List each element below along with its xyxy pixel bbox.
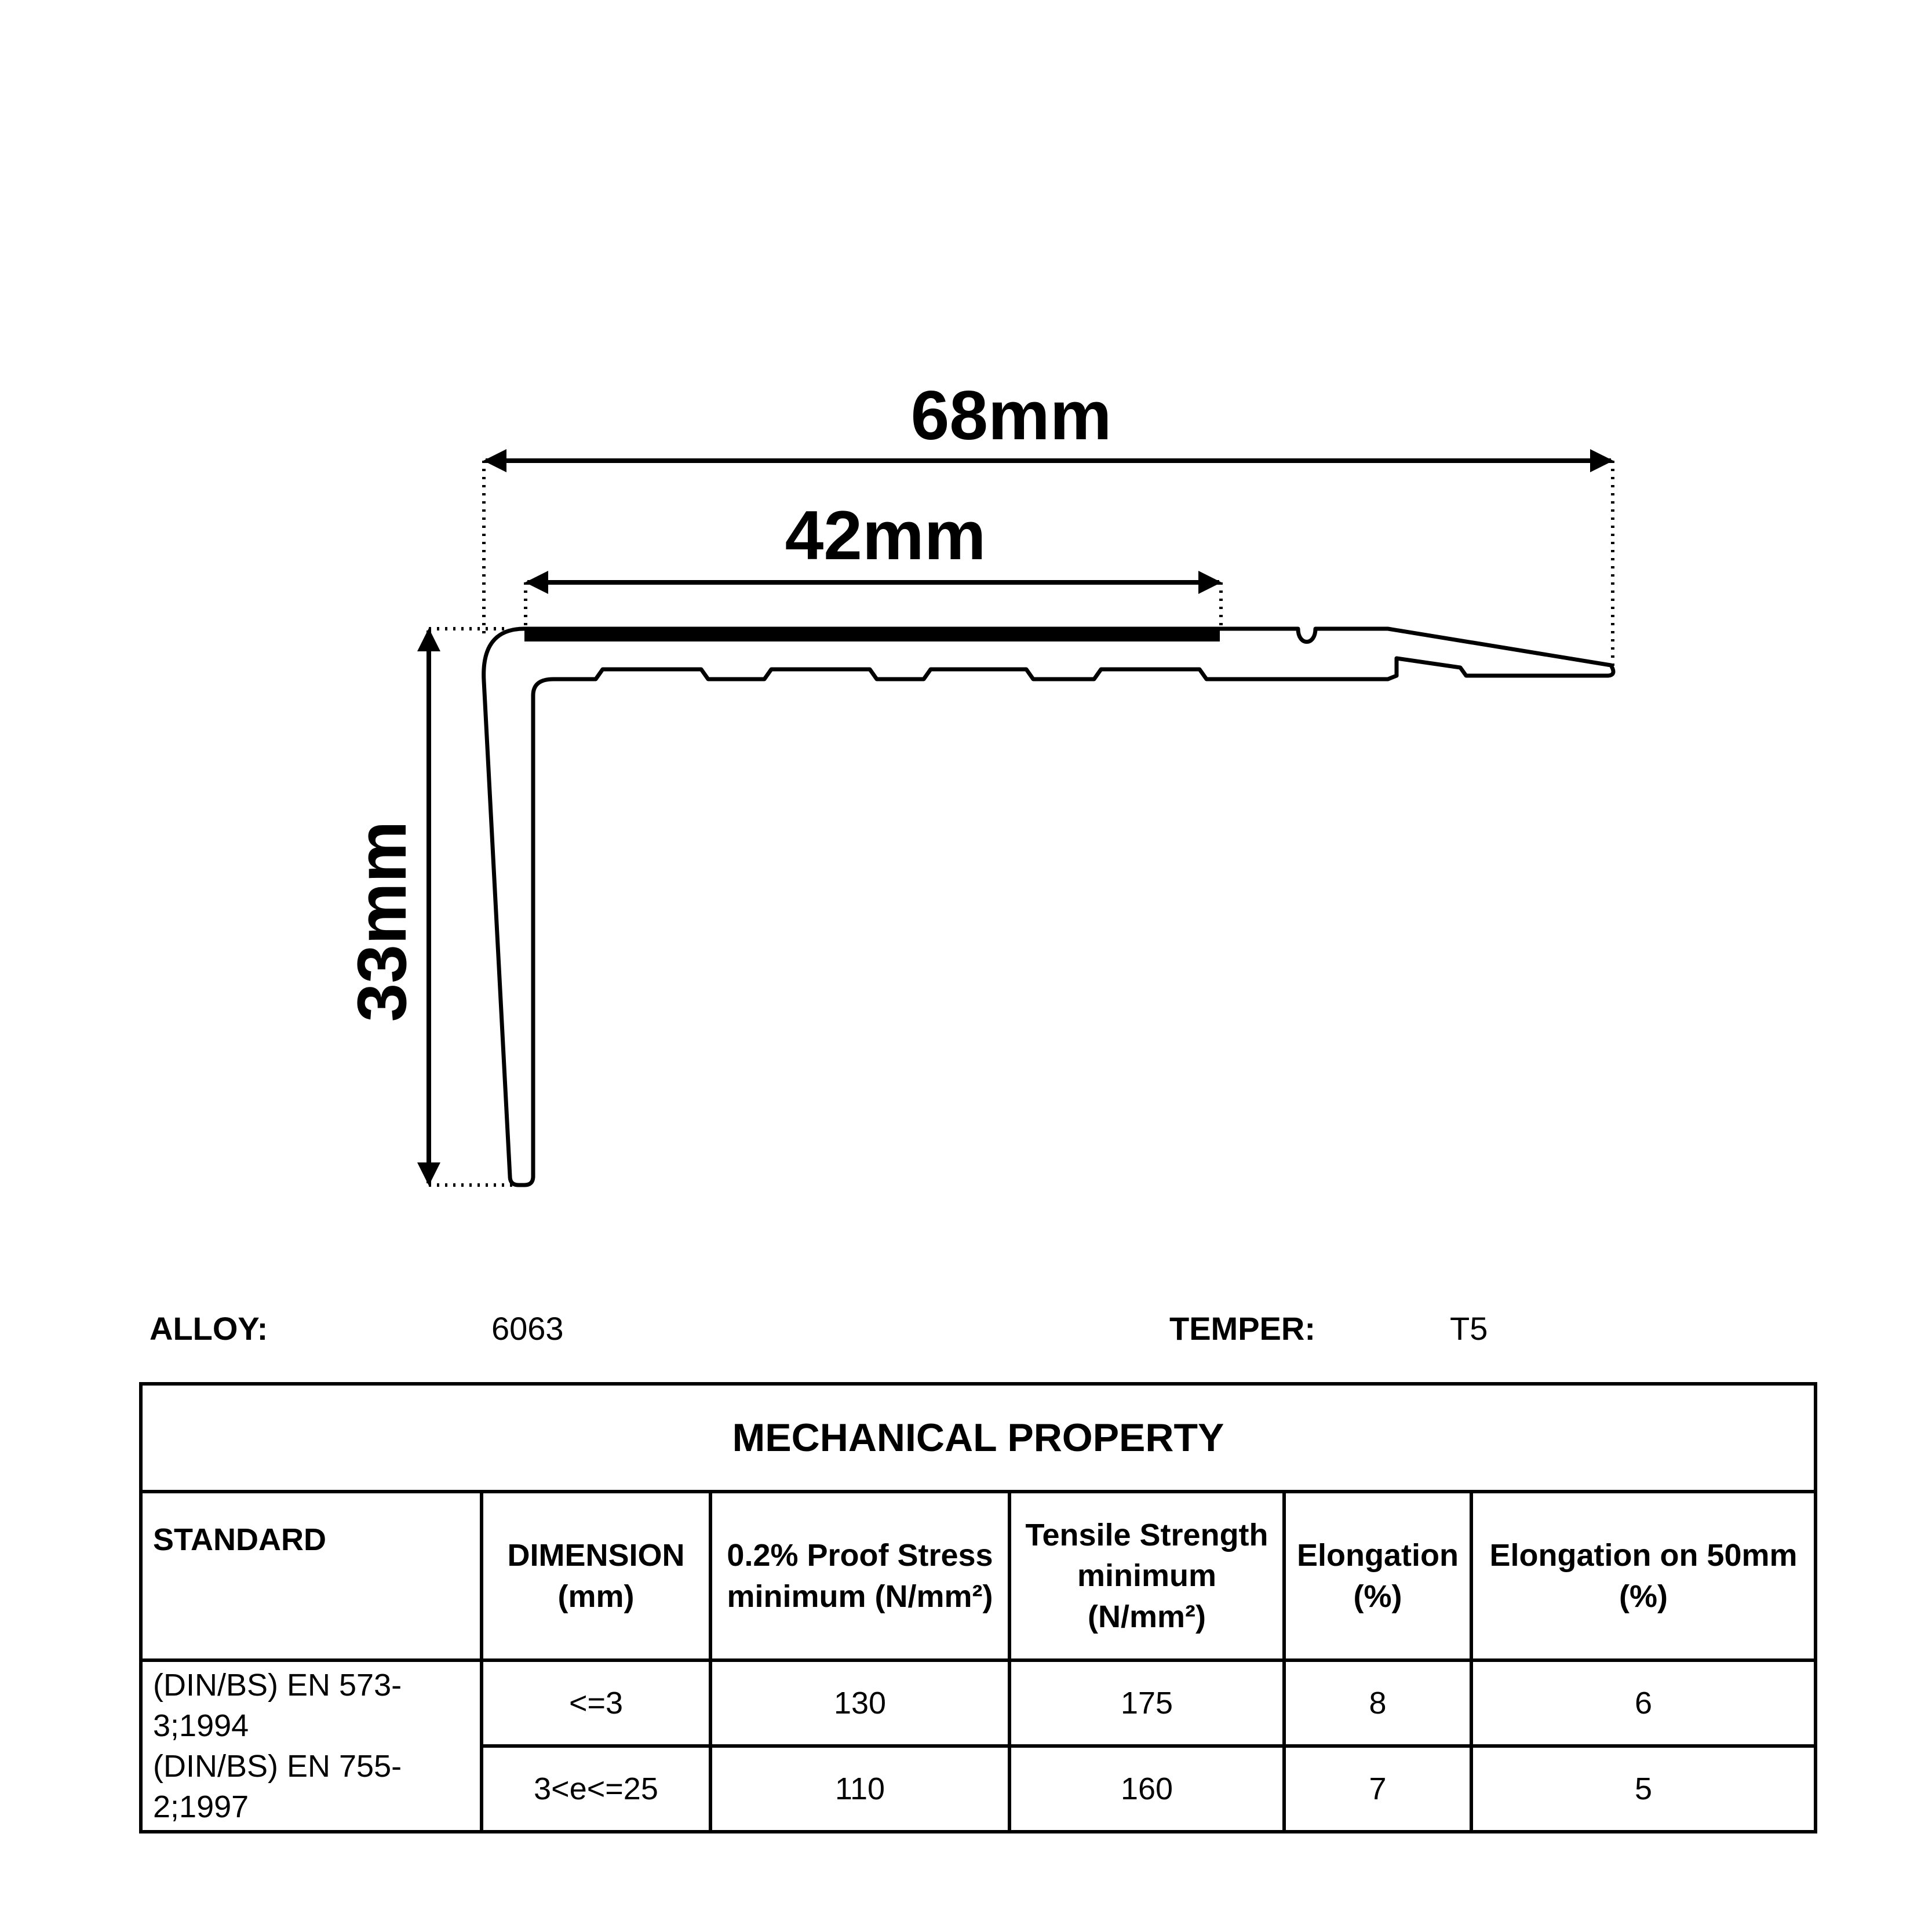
insert-strip bbox=[524, 630, 1220, 641]
table-header-row bbox=[141, 1492, 1816, 1660]
cell-elongation: 7 bbox=[1284, 1746, 1471, 1832]
temper-value: T5 bbox=[1450, 1310, 1488, 1347]
temper-label: TEMPER: bbox=[1169, 1310, 1315, 1347]
dimension-label-42mm: 42mm bbox=[785, 497, 986, 574]
dimension-label-68mm: 68mm bbox=[910, 377, 1112, 454]
header-tensile-strength: Tensile Strength minimum (N/mm²) bbox=[1009, 1492, 1284, 1660]
cell-dimension: 3<e<=25 bbox=[482, 1746, 710, 1832]
header-elongation-50mm: Elongation on 50mm (%) bbox=[1471, 1492, 1816, 1660]
alloy-label: ALLOY: bbox=[150, 1310, 268, 1347]
table-title: MECHANICAL PROPERTY bbox=[141, 1384, 1816, 1492]
cell-elongation-50mm: 6 bbox=[1471, 1660, 1816, 1746]
cell-dimension: <=3 bbox=[482, 1660, 710, 1746]
extension-lines bbox=[429, 461, 1613, 1185]
alloy-value: 6063 bbox=[491, 1310, 564, 1347]
cell-proof-stress: 110 bbox=[710, 1746, 1009, 1832]
header-proof-stress: 0.2% Proof Stress minimum (N/mm²) bbox=[710, 1492, 1009, 1660]
header-dimension: DIMENSION (mm) bbox=[482, 1492, 710, 1660]
dimension-label-33mm: 33mm bbox=[343, 821, 421, 1022]
header-standard: STANDARD bbox=[141, 1492, 482, 1660]
header-elongation: Elongation (%) bbox=[1284, 1492, 1471, 1660]
cell-elongation-50mm: 5 bbox=[1471, 1746, 1816, 1832]
standards-cell: (DIN/BS) EN 573-3;1994 (DIN/BS) EN 755-2;1997 bbox=[141, 1660, 482, 1832]
cell-proof-stress: 130 bbox=[710, 1660, 1009, 1746]
table-row bbox=[141, 1660, 1816, 1746]
cell-tensile-strength: 175 bbox=[1009, 1660, 1284, 1746]
cell-elongation: 8 bbox=[1284, 1660, 1471, 1746]
profile-outline bbox=[484, 629, 1613, 1185]
mechanical-property-table bbox=[139, 1382, 1817, 1833]
cell-tensile-strength: 160 bbox=[1009, 1746, 1284, 1832]
